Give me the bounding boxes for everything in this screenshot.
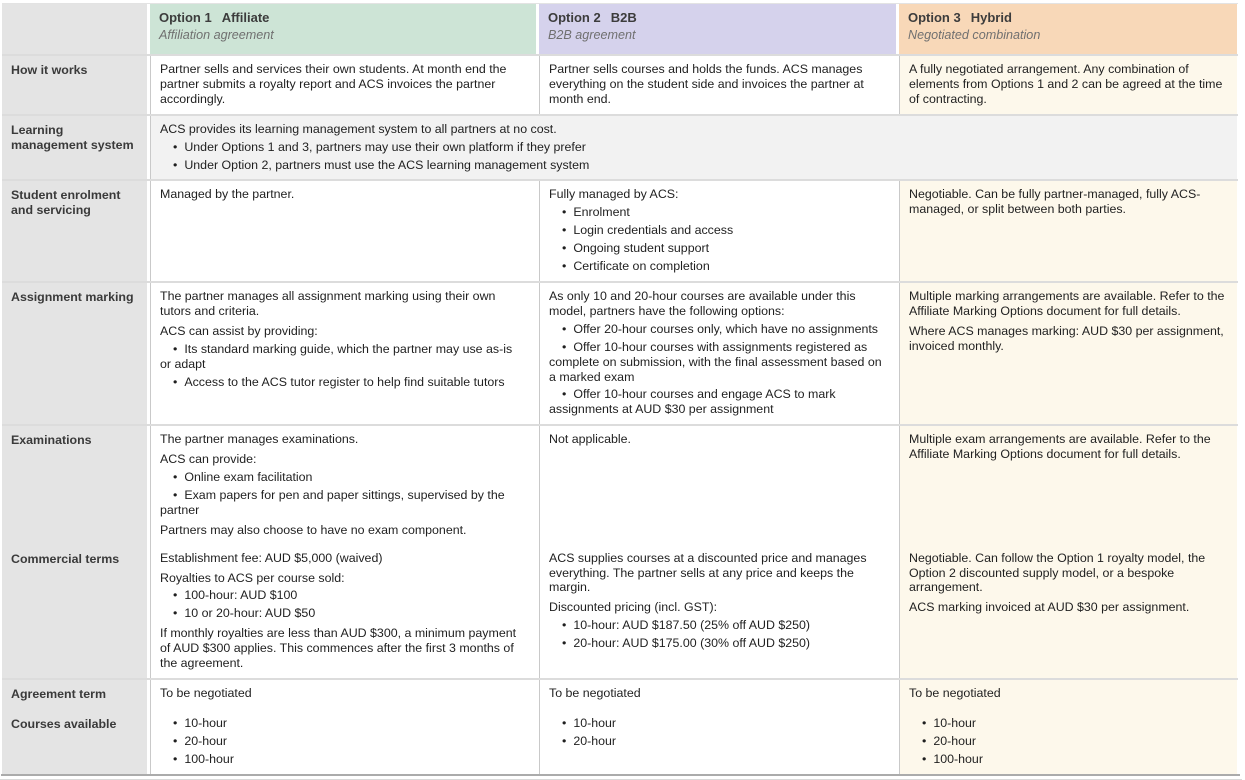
bullet-glyph: • bbox=[173, 716, 178, 730]
table-row-courses-available bbox=[2, 710, 1238, 774]
option-number: Option 3 bbox=[908, 10, 961, 25]
cell-student-enrolment-and-servicing-option-3 bbox=[899, 181, 1237, 281]
bullet-text: Its standard marking guide, which the partner may use as-is or adapt bbox=[160, 341, 513, 371]
cell-courses-available-option-3 bbox=[899, 710, 1237, 774]
bullet-glyph: • bbox=[562, 716, 567, 730]
bullet-glyph: • bbox=[922, 716, 927, 730]
bullet-glyph: • bbox=[173, 606, 178, 621]
bullet-glyph: • bbox=[173, 341, 178, 356]
bullet-glyph: • bbox=[562, 618, 567, 633]
cell-paragraph: The partner manages all assignment marking using their own tutors and criteria. bbox=[160, 288, 496, 318]
option-name: Hybrid bbox=[970, 10, 1012, 25]
cell-paragraph: Negotiable. Can follow the Option 1 royalty model, the Option 2 discounted supply model, or a bespoke arrangement. bbox=[909, 550, 1206, 595]
table-bottom-border bbox=[1, 774, 1240, 776]
bullet-item bbox=[160, 375, 526, 390]
cell-commercial-terms-option-3 bbox=[899, 545, 1237, 678]
bullet-item bbox=[160, 752, 526, 767]
bullet-glyph: • bbox=[173, 588, 178, 603]
bullet-text: 100-hour: AUD $100 bbox=[184, 588, 298, 603]
bullet-glyph: • bbox=[173, 139, 178, 154]
option-subtitle: Negotiated combination bbox=[908, 28, 1041, 42]
bullet-item bbox=[909, 734, 1227, 749]
bullet-glyph: • bbox=[562, 259, 567, 274]
bullet-text: 10 or 20-hour: AUD $50 bbox=[184, 606, 316, 621]
cell-how-it-works-option-1 bbox=[150, 56, 536, 114]
cell-agreement-term-option-3 bbox=[899, 680, 1237, 710]
table-row-agreement-term bbox=[2, 678, 1238, 710]
bullet-item bbox=[549, 716, 886, 731]
table-row-learning-management-system bbox=[2, 114, 1238, 180]
option-subtitle: Affiliation agreement bbox=[159, 28, 274, 42]
cell-paragraph: Managed by the partner. bbox=[160, 187, 295, 202]
bullet-text: Login credentials and access bbox=[573, 223, 734, 238]
bullet-text: Access to the ACS tutor register to help find suitable tutors bbox=[184, 374, 505, 389]
cell-commercial-terms-option-1 bbox=[150, 545, 536, 678]
option-subtitle: B2B agreement bbox=[548, 28, 636, 42]
cell-paragraph: To be negotiated bbox=[160, 686, 252, 700]
bullet-glyph: • bbox=[173, 487, 178, 502]
cell-paragraph: ACS marking invoiced at AUD $30 per assignment. bbox=[909, 600, 1190, 615]
cell-paragraph: Partners may also choose to have no exam component. bbox=[160, 522, 467, 537]
cell-paragraph: A fully negotiated arrangement. Any combination of elements from Options 1 and 2 can be agreed at the time of contracting. bbox=[909, 62, 1223, 106]
cell-assignment-marking-option-2 bbox=[539, 283, 896, 424]
cell-courses-available-option-2 bbox=[539, 710, 896, 774]
bullet-glyph: • bbox=[562, 733, 567, 748]
cell-agreement-term-option-2 bbox=[539, 680, 896, 710]
bullet-text: 100-hour bbox=[933, 751, 983, 766]
cell-paragraph: ACS can provide: bbox=[160, 452, 257, 467]
bullet-item bbox=[909, 752, 1227, 767]
table-row-student-enrolment-and-servicing bbox=[2, 179, 1238, 281]
bullet-item bbox=[549, 205, 886, 220]
bullet-glyph: • bbox=[173, 733, 178, 748]
bullet-item bbox=[549, 259, 886, 274]
bullet-text: 100-hour bbox=[184, 751, 234, 766]
cell-paragraph: ACS supplies courses at a discounted price and manages everything. The partner sells at any price and keeps the margin. bbox=[549, 550, 867, 595]
cell-paragraph: Negotiable. Can be fully partner-managed, fully ACS-managed, or split between both parties. bbox=[909, 187, 1201, 217]
cell-paragraph: Multiple exam arrangements are available. Refer to the Affiliate Marking Options document for full details. bbox=[909, 432, 1211, 462]
bullet-item bbox=[549, 340, 886, 385]
option-header-title bbox=[548, 10, 886, 26]
bullet-text: 20-hour bbox=[573, 733, 617, 748]
bullet-text: Offer 20-hour courses only, which have no assignments bbox=[573, 321, 878, 336]
cell-examinations-option-2 bbox=[539, 426, 896, 544]
bullet-text: 10-hour bbox=[933, 716, 977, 730]
bullet-text: 10-hour bbox=[184, 716, 228, 730]
bullet-text: 20-hour bbox=[184, 733, 228, 748]
bullet-item bbox=[549, 223, 886, 238]
bullet-glyph: • bbox=[173, 157, 178, 172]
cell-how-it-works-option-3 bbox=[899, 56, 1237, 114]
option-number: Option 2 bbox=[548, 10, 601, 25]
cell-paragraph: Partner sells courses and holds the funds. ACS manages everything on the student side and invoices the partner at month end. bbox=[549, 62, 864, 106]
option-name: B2B bbox=[610, 10, 637, 25]
cell-paragraph: ACS provides its learning management system to all partners at no cost. bbox=[160, 121, 557, 136]
table-body bbox=[2, 54, 1238, 774]
cell-how-it-works-option-2 bbox=[539, 56, 896, 114]
option-header-3 bbox=[899, 4, 1237, 54]
cell-paragraph: Establishment fee: AUD $5,000 (waived) bbox=[160, 550, 383, 565]
bullet-item bbox=[160, 588, 526, 603]
bullet-glyph: • bbox=[562, 321, 567, 336]
cell-paragraph: If monthly royalties are less than AUD $300, a minimum payment of AUD $300 applies. This commences after the first 3 months of the agreement. bbox=[160, 626, 517, 671]
corner-cell bbox=[2, 4, 147, 54]
bullet-text: Online exam facilitation bbox=[184, 470, 313, 485]
bullet-text: Offer 10-hour courses and engage ACS to mark assignments at AUD $30 per assignment bbox=[549, 387, 836, 417]
bullet-text: Offer 10-hour courses with assignments registered as complete on submission, with the final assessment based on a marked exam bbox=[549, 339, 882, 384]
cell-paragraph: Discounted pricing (incl. GST): bbox=[549, 600, 718, 615]
cell-learning-management-system-all-options bbox=[150, 116, 1237, 180]
bullet-text: Ongoing student support bbox=[573, 241, 710, 256]
bullet-item bbox=[909, 716, 1227, 731]
table-row-assignment-marking bbox=[2, 281, 1238, 424]
bullet-text: Exam papers for pen and paper sittings, supervised by the partner bbox=[160, 487, 505, 517]
table-row-examinations bbox=[2, 424, 1238, 544]
bullet-text: Certificate on completion bbox=[573, 259, 710, 274]
option-header-title bbox=[908, 10, 1227, 26]
cell-paragraph: To be negotiated bbox=[549, 686, 641, 700]
bullet-glyph: • bbox=[173, 374, 178, 389]
cell-assignment-marking-option-3 bbox=[899, 283, 1237, 424]
cell-assignment-marking-option-1 bbox=[150, 283, 536, 424]
cell-paragraph: Not applicable. bbox=[549, 432, 631, 447]
bullet-text: 10-hour bbox=[573, 716, 617, 730]
option-header-title bbox=[159, 10, 526, 26]
bullet-item bbox=[160, 140, 1227, 155]
bullet-item bbox=[549, 636, 886, 651]
row-label-how-it-works: How it works bbox=[2, 56, 147, 114]
cell-agreement-term-option-1 bbox=[150, 680, 536, 710]
option-number: Option 1 bbox=[159, 10, 212, 25]
bullet-item bbox=[549, 734, 886, 749]
bullet-item bbox=[160, 488, 526, 518]
cell-examinations-option-1 bbox=[150, 426, 536, 544]
cell-paragraph: The partner manages examinations. bbox=[160, 432, 359, 447]
bullet-glyph: • bbox=[173, 470, 178, 485]
bullet-item bbox=[160, 606, 526, 621]
options-comparison-table bbox=[2, 3, 1238, 774]
bullet-glyph: • bbox=[922, 733, 927, 748]
bullet-glyph: • bbox=[562, 636, 567, 651]
bullet-glyph: • bbox=[922, 751, 927, 766]
row-label-agreement-term: Agreement term bbox=[2, 680, 147, 710]
cell-paragraph: Fully managed by ACS: bbox=[549, 187, 679, 202]
bullet-text: Enrolment bbox=[573, 205, 630, 220]
bullet-text: 20-hour bbox=[933, 733, 977, 748]
cell-paragraph: Multiple marking arrangements are available. Refer to the Affiliate Marking Options document for full details. bbox=[909, 288, 1225, 318]
cell-courses-available-option-1 bbox=[150, 710, 536, 774]
bullet-item bbox=[160, 158, 1227, 173]
cell-paragraph: To be negotiated bbox=[909, 686, 1001, 700]
option-header-1 bbox=[150, 4, 536, 54]
bullet-text: 20-hour: AUD $175.00 (30% off AUD $250) bbox=[573, 636, 811, 651]
row-label-student-enrolment-and-servicing: Student enrolment and servicing bbox=[2, 181, 147, 281]
option-name: Affiliate bbox=[221, 10, 270, 25]
bullet-item bbox=[549, 387, 886, 417]
cell-paragraph: Royalties to ACS per course sold: bbox=[160, 570, 345, 585]
row-label-examinations: Examinations bbox=[2, 426, 147, 544]
bullet-item bbox=[160, 716, 526, 731]
cell-paragraph: As only 10 and 20-hour courses are available under this model, partners have the following options: bbox=[549, 288, 856, 318]
cell-student-enrolment-and-servicing-option-1 bbox=[150, 181, 536, 281]
table-row-how-it-works bbox=[2, 54, 1238, 114]
bullet-item bbox=[549, 618, 886, 633]
option-header-2 bbox=[539, 4, 896, 54]
row-label-learning-management-system: Learning management system bbox=[2, 116, 147, 180]
cell-paragraph: Where ACS manages marking: AUD $30 per assignment, invoiced monthly. bbox=[909, 323, 1224, 353]
bullet-text: Under Option 2, partners must use the ACS learning management system bbox=[184, 157, 590, 172]
bullet-item bbox=[549, 241, 886, 256]
bullet-glyph: • bbox=[562, 205, 567, 220]
bullet-item bbox=[160, 734, 526, 749]
bullet-text: Under Options 1 and 3, partners may use their own platform if they prefer bbox=[184, 139, 586, 154]
bullet-glyph: • bbox=[173, 751, 178, 766]
bullet-glyph: • bbox=[562, 223, 567, 238]
cell-paragraph: Partner sells and services their own students. At month end the partner submits a royalty report and ACS invoices the partner accordingly. bbox=[160, 62, 507, 106]
row-label-courses-available: Courses available bbox=[2, 710, 147, 774]
cell-commercial-terms-option-2 bbox=[539, 545, 896, 678]
bullet-glyph: • bbox=[562, 241, 567, 256]
bullet-item bbox=[160, 470, 526, 485]
bullet-glyph: • bbox=[562, 339, 567, 354]
cell-student-enrolment-and-servicing-option-2 bbox=[539, 181, 896, 281]
bullet-item bbox=[549, 322, 886, 337]
cell-examinations-option-3 bbox=[899, 426, 1237, 544]
table-row-commercial-terms bbox=[2, 545, 1238, 678]
row-label-assignment-marking: Assignment marking bbox=[2, 283, 147, 424]
bullet-glyph: • bbox=[562, 387, 567, 402]
cell-paragraph: ACS can assist by providing: bbox=[160, 323, 318, 338]
row-label-commercial-terms: Commercial terms bbox=[2, 545, 147, 678]
bullet-item bbox=[160, 342, 526, 372]
bullet-text: 10-hour: AUD $187.50 (25% off AUD $250) bbox=[573, 618, 811, 633]
table-header-row bbox=[2, 4, 1238, 54]
